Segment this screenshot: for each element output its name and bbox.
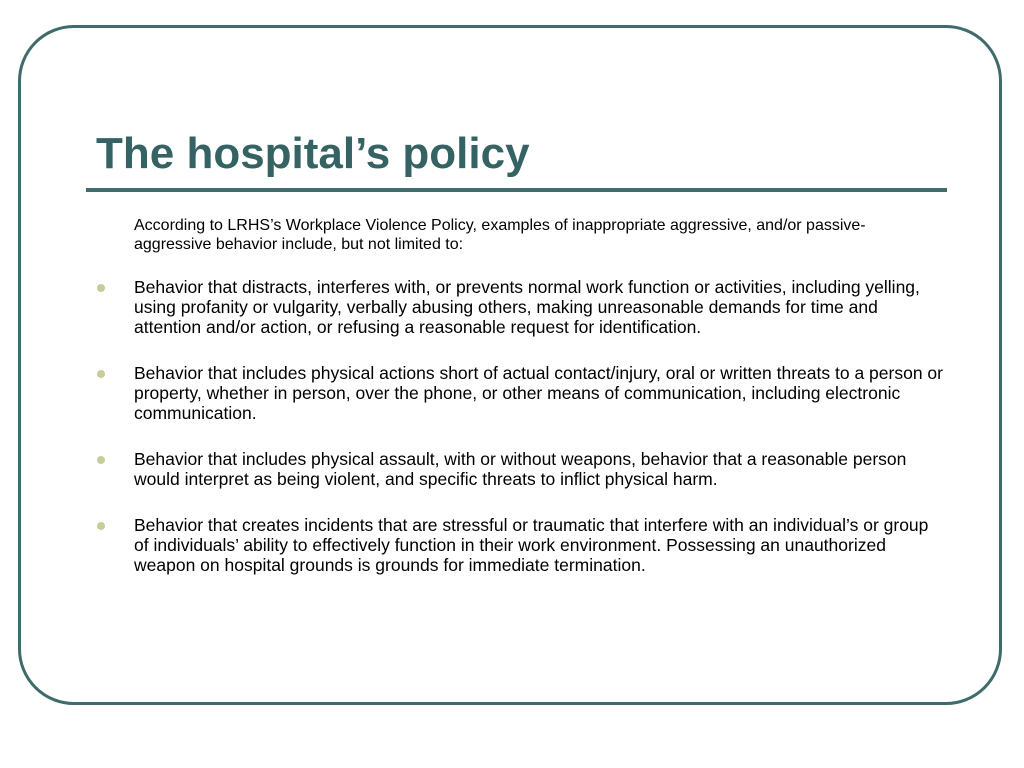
title-underline — [86, 188, 947, 192]
bullet-dot-icon — [97, 284, 105, 292]
slide-title: The hospital’s policy — [96, 129, 530, 178]
bullet-item — [96, 515, 946, 575]
bullet-item — [96, 363, 946, 423]
bullet-list — [96, 277, 946, 601]
bullet-item — [96, 449, 946, 489]
bullet-item — [96, 277, 946, 337]
bullet-text: Behavior that includes physical assault, with or without weapons, behavior that a reasonable person would interpret as being violent, and specific threats to inflict physical harm. — [134, 449, 907, 489]
bullet-dot-icon — [97, 370, 105, 378]
bullet-text: Behavior that includes physical actions short of actual contact/injury, oral or written threats to a person or property, whether in person, over the phone, or other means of communication, including electronic communication. — [134, 363, 943, 423]
bullet-dot-icon — [97, 456, 105, 464]
bullet-text: Behavior that distracts, interferes with, or prevents normal work function or activities, including yelling, using profanity or vulgarity, verbally abusing others, making unreasonable demands for time and attention and/or action, or refusing a reasonable request for identification. — [134, 277, 920, 337]
intro-paragraph: According to LRHS’s Workplace Violence Policy, examples of inappropriate aggressive, and/or passive-aggressive behavior include, but not limited to: — [134, 217, 866, 253]
bullet-text: Behavior that creates incidents that are stressful or traumatic that interfere with an individual’s or group of individuals’ ability to effectively function in their work environment. Possessing an unauthorized weapon on hospital grounds is grounds for immediate termination. — [134, 515, 929, 575]
bullet-dot-icon — [97, 522, 105, 530]
